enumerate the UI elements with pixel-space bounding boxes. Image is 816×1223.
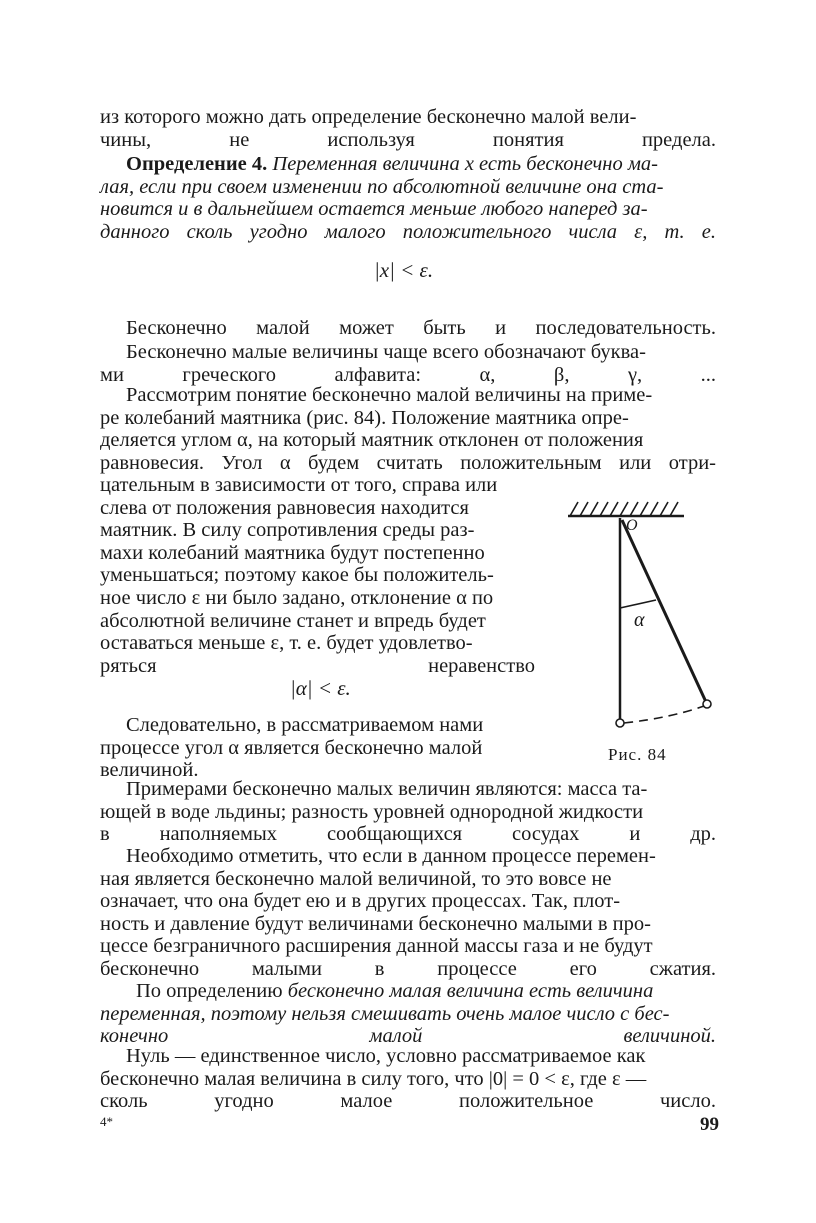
line: бесконечно малая величина есть величина (287, 980, 654, 1002)
line: новится и в дальнейшем остается меньше любого наперед за- (100, 198, 648, 221)
line: величиной. (100, 759, 199, 782)
formula-abs-alpha: |α| < ε. (290, 676, 351, 700)
line: цессе безграничного расширения данной массы газа и не будут (100, 935, 653, 958)
line: Следовательно, в рассматриваемом нами (126, 714, 484, 736)
line: ность и давление будут величинами бесконечно малыми в про- (100, 912, 651, 935)
line: процессе угол α является бесконечно малой (100, 736, 483, 759)
paragraph-zero (100, 1045, 716, 1135)
line: ная является бесконечно малой величиной, то это вовсе не (100, 867, 612, 890)
definition-label: Определение 4. (126, 153, 268, 175)
line: ющей в воде льдины; разность уровней однородной жидкости (100, 800, 644, 823)
line: в наполняемых сообщающихся сосудах и др. (100, 823, 716, 846)
line: махи колебаний маятника будут постепенно (100, 541, 485, 564)
bob-deflected (703, 700, 711, 708)
line: равновесия. Угол α будем считать положительным или отри- (100, 451, 716, 474)
line: ми греческого алфавита: α, β, γ, ... (100, 363, 716, 386)
line: ре колебаний маятника (рис. 84). Положение маятника опре- (100, 406, 629, 429)
line: По определению (136, 980, 283, 1002)
line: Бесконечно малой может быть и последовательность. (126, 317, 716, 339)
line: Необходимо отметить, что если в данном процессе перемен- (126, 845, 656, 867)
figure-caption: Рис. 84 (608, 745, 667, 764)
line: чины, не используя понятия предела. (100, 128, 716, 151)
line: лая, если при своем изменении по абсолютной величине она ста- (100, 175, 664, 198)
formula-abs-x: |x| < ε. (374, 258, 434, 282)
pendulum-figure (560, 492, 730, 732)
label-o: O (626, 517, 638, 534)
definition-4 (100, 153, 716, 266)
bob-rest (616, 719, 624, 727)
line: бесконечно малая величина в силу того, что |0| = 0 < ε, где ε — (100, 1067, 647, 1090)
angle-arc (620, 600, 656, 608)
line: данного сколь угодно малого положительного числа ε, т. е. (100, 220, 716, 243)
line: слева от положения равновесия находится (100, 496, 469, 519)
line: означает, что она будет ею и в других процессах. Так, плот- (100, 890, 621, 913)
ceiling-hatching (570, 502, 678, 516)
line: ряться неравенство (100, 654, 535, 677)
page-number: 99 (700, 1114, 719, 1135)
line: маятник. В силу сопротивления среды раз- (100, 519, 475, 542)
line: оставаться меньше ε, т. е. будет удовлетво- (100, 632, 473, 655)
line: переменная, поэтому нельзя смешивать очень малое число с бес- (100, 1002, 670, 1025)
line: уменьшаться; поэтому какое бы положитель- (100, 564, 494, 587)
line: Примерами бесконечно малых величин являются: масса та- (126, 778, 648, 800)
line: Переменная величина x есть бесконечно ма- (272, 153, 659, 175)
line: из которого можно дать определение бесконечно малой вели- (100, 106, 637, 128)
line: абсолютной величине станет и впредь будет (100, 609, 486, 632)
line: деляется углом α, на который маятник отклонен от положения (100, 429, 644, 452)
line: бесконечно малыми в процессе его сжатия. (100, 957, 716, 980)
line: цательным в зависимости от того, справа или (100, 474, 498, 496)
paragraph-pendulum-continued (100, 474, 535, 700)
line: сколь угодно малое положительное число. (100, 1090, 716, 1113)
line: конечно малой величиной. (100, 1025, 716, 1048)
swing-path (624, 706, 704, 723)
label-alpha: α (634, 609, 645, 631)
line: Рассмотрим понятие бесконечно малой величины на приме- (126, 384, 653, 406)
line: Нуль — единственное число, условно рассматриваемое как (126, 1045, 646, 1067)
line: ное число ε ни было задано, отклонение α по (100, 586, 494, 609)
signature-mark: 4* (100, 1114, 113, 1129)
line: Бесконечно малые величины чаще всего обозначают буква- (126, 341, 646, 363)
